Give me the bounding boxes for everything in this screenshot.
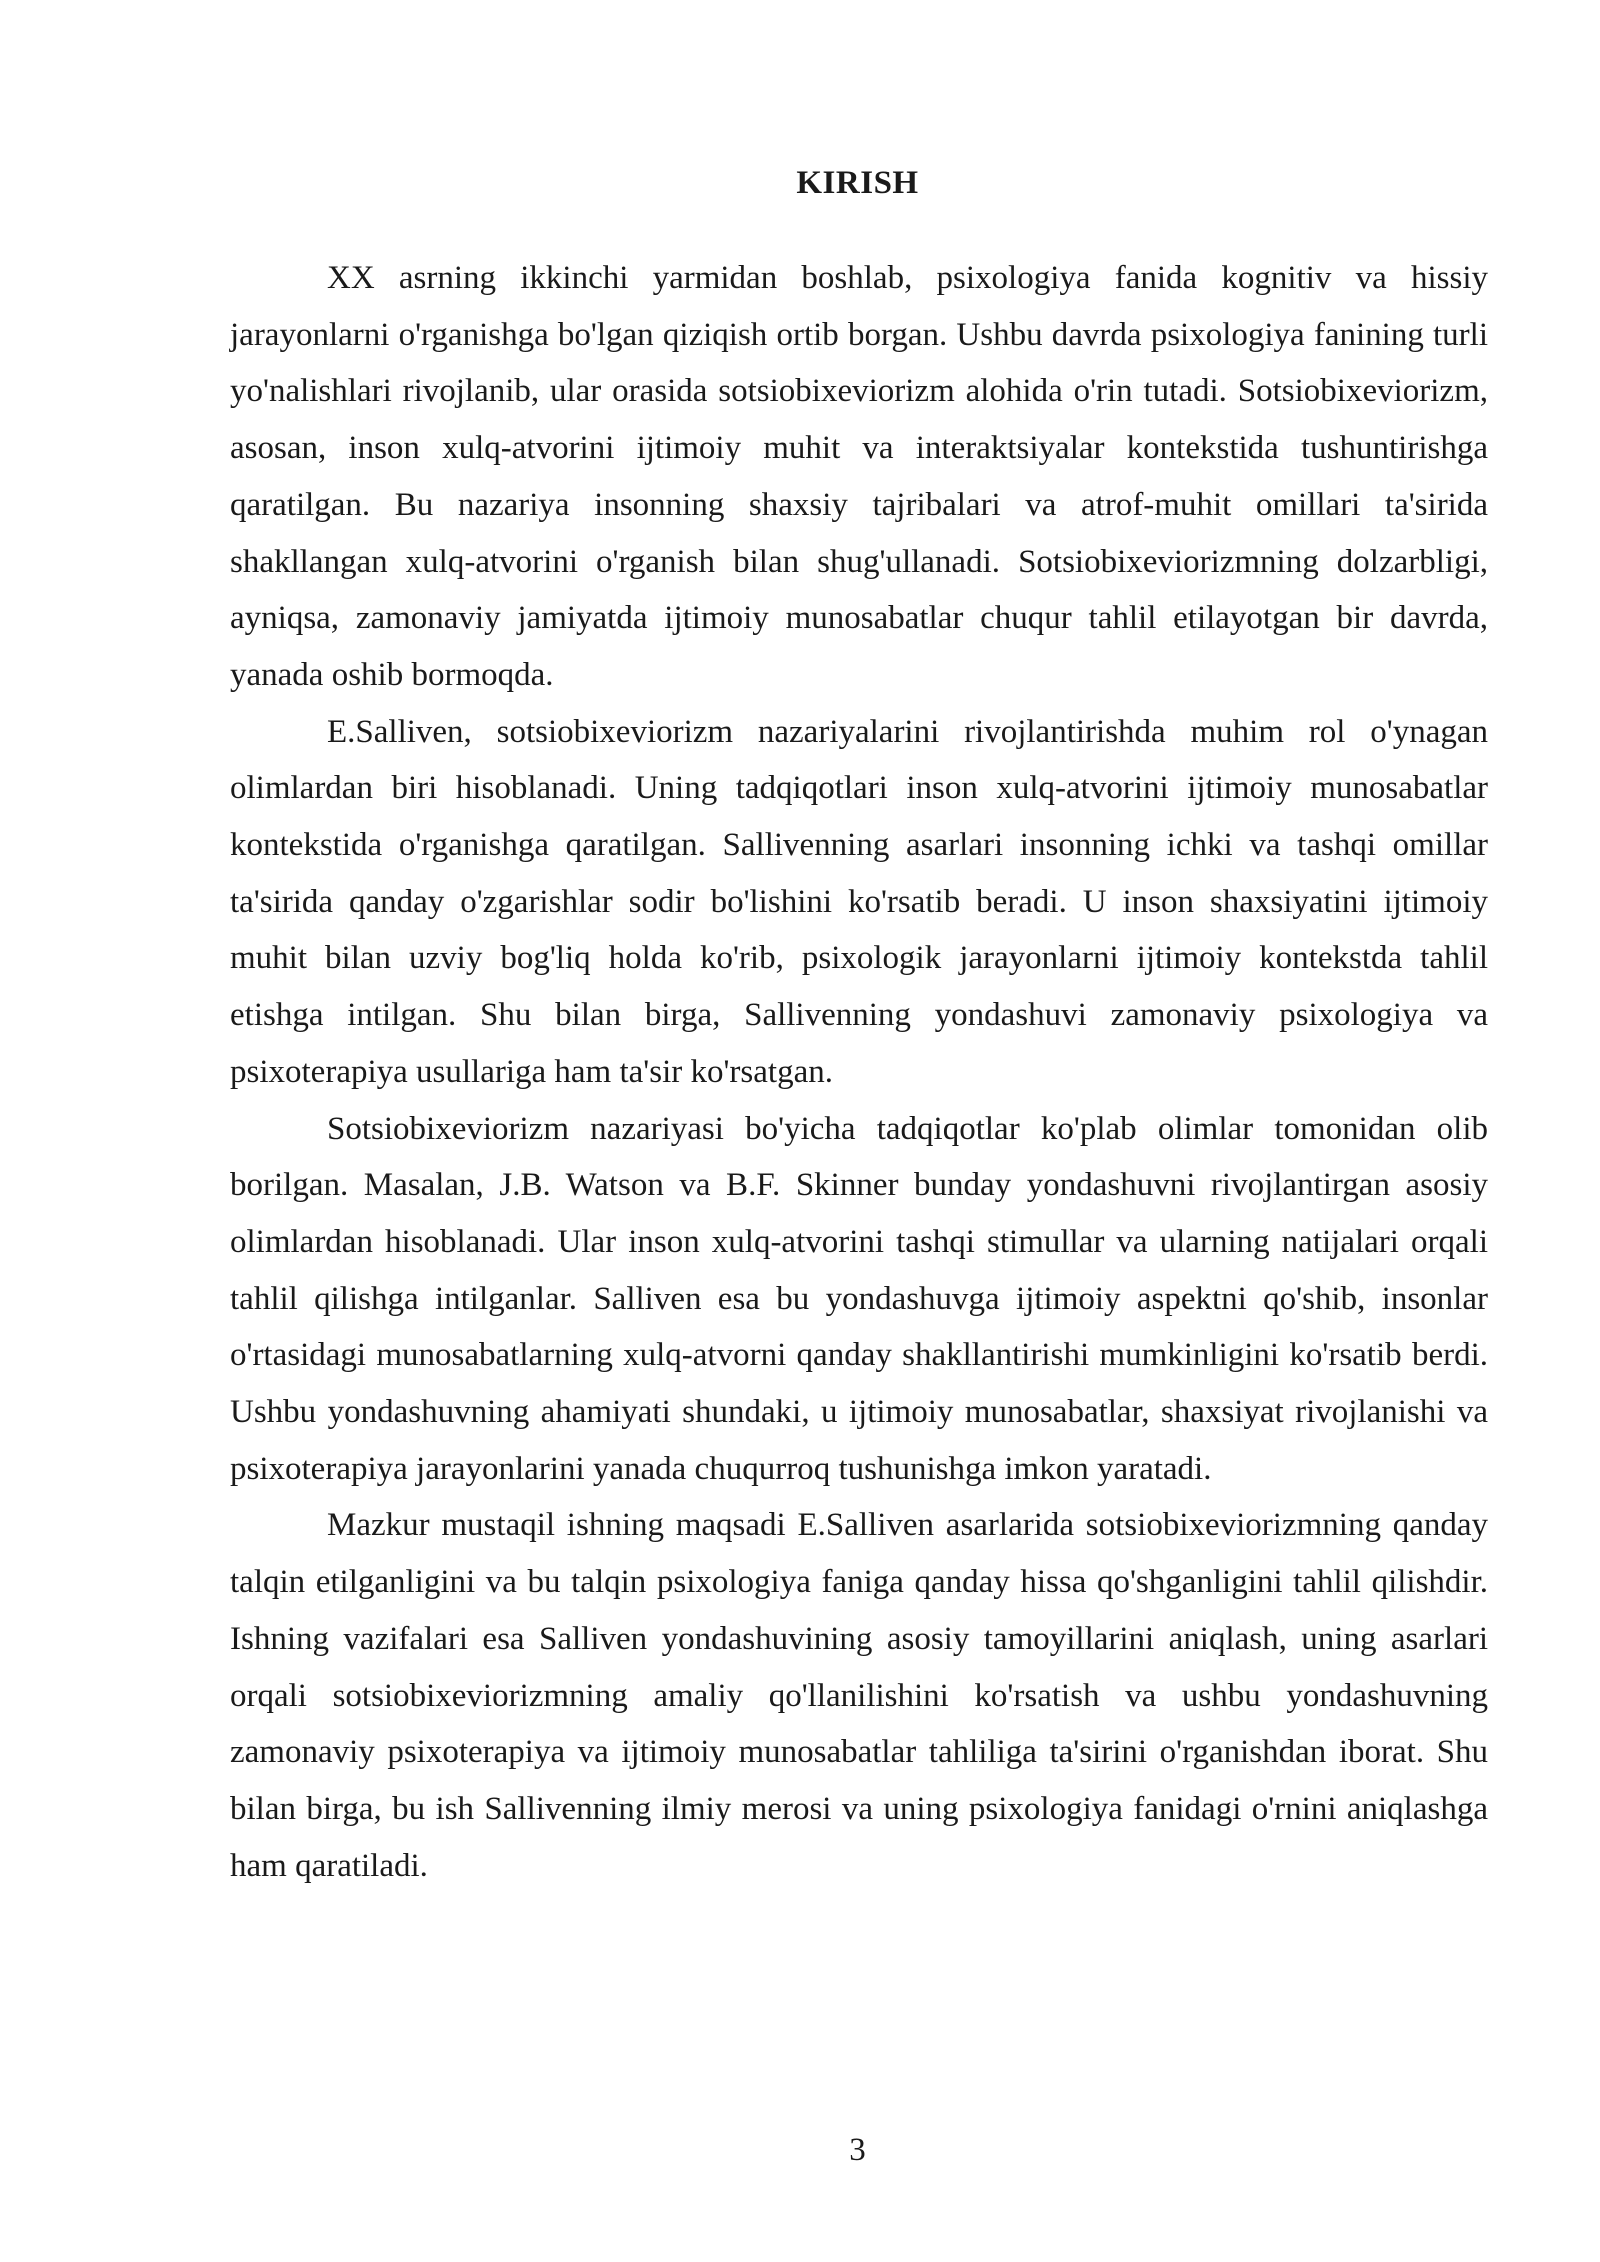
body-text xyxy=(230,250,1488,1894)
paragraph-2: E.Salliven, sotsiobixeviorizm nazariyalarini rivojlantirishda muhim rol o'ynagan olimlardan biri hisoblanadi. Uning tadqiqotlari inson xulq-atvorini ijtimoiy munosabatlar kontekstida o'rganishga qaratilgan. Sallivenning asarlari insonning ichki va tashqi omillar ta'sirida qanday o'zgarishlar sodir bo'lishini ko'rsatib beradi. U inson shaxsiyatini ijtimoiy muhit bilan uzviy bog'liq holda ko'rib, psixologik jarayonlarni ijtimoiy kontekstda tahlil etishga intilgan. Shu bilan birga, Sallivenning yondashuvi zamonaviy psixologiya va psixoterapiya usullariga ham ta'sir ko'rsatgan. xyxy=(230,713,1488,1090)
page-number: 3 xyxy=(849,2132,866,2168)
paragraph-1: XX asrning ikkinchi yarmidan boshlab, psixologiya fanida kognitiv va hissiy jarayonlarni o'rganishga bo'lgan qiziqish ortib borgan. Ushbu davrda psixologiya fanining turli yo'nalishlari rivojlanib, ular orasida sotsiobixeviorizm alohida o'rin tutadi. Sotsiobixeviorizm, asosan, inson xulq-atvorini ijtimoiy muhit va interaktsiyalar kontekstida tushuntirishga qaratilgan. Bu nazariya insonning shaxsiy tajribalari va atrof-muhit omillari ta'sirida shakllangan xulq-atvorini o'rganish bilan shug'ullanadi. Sotsiobixeviorizmning dolzarbligi, ayniqsa, zamonaviy jamiyatda ijtimoiy munosabatlar chuqur tahlil etilayotgan bir davrda, yanada oshib bormoqda. xyxy=(230,260,1488,693)
section-heading: KIRISH xyxy=(796,165,919,201)
paragraph-4: Mazkur mustaqil ishning maqsadi E.Salliven asarlarida sotsiobixeviorizmning qanday talqin etilganligini va bu talqin psixologiya faniga qanday hissa qo'shganligini tahlil qilishdir. Ishning vazifalari esa Salliven yondashuvining asosiy tamoyillarini aniqlash, uning asarlari orqali sotsiobixeviorizmning amaliy qo'llanilishini ko'rsatish va ushbu yondashuvning zamonaviy psixoterapiya va ijtimoiy munosabatlar tahliliga ta'sirini o'rganishdan iborat. Shu bilan birga, bu ish Sallivenning ilmiy merosi va uning psixologiya fanidagi o'rnini aniqlashga ham qaratiladi. xyxy=(230,1507,1488,1884)
paragraph-3: Sotsiobixeviorizm nazariyasi bo'yicha tadqiqotlar ko'plab olimlar tomonidan olib borilgan. Masalan, J.B. Watson va B.F. Skinner bunday yondashuvni rivojlantirgan asosiy olimlardan hisoblanadi. Ular inson xulq-atvorini tashqi stimullar va ularning natijalari orqali tahlil qilishga intilganlar. Salliven esa bu yondashuvga ijtimoiy aspektni qo'shib, insonlar o'rtasidagi munosabatlarning xulq-atvorni qanday shakllantirishi mumkinligini ko'rsatib berdi. Ushbu yondashuvning ahamiyati shundaki, u ijtimoiy munosabatlar, shaxsiyat rivojlanishi va psixoterapiya jarayonlarini yanada chuqurroq tushunishga imkon yaratadi. xyxy=(230,1110,1488,1487)
